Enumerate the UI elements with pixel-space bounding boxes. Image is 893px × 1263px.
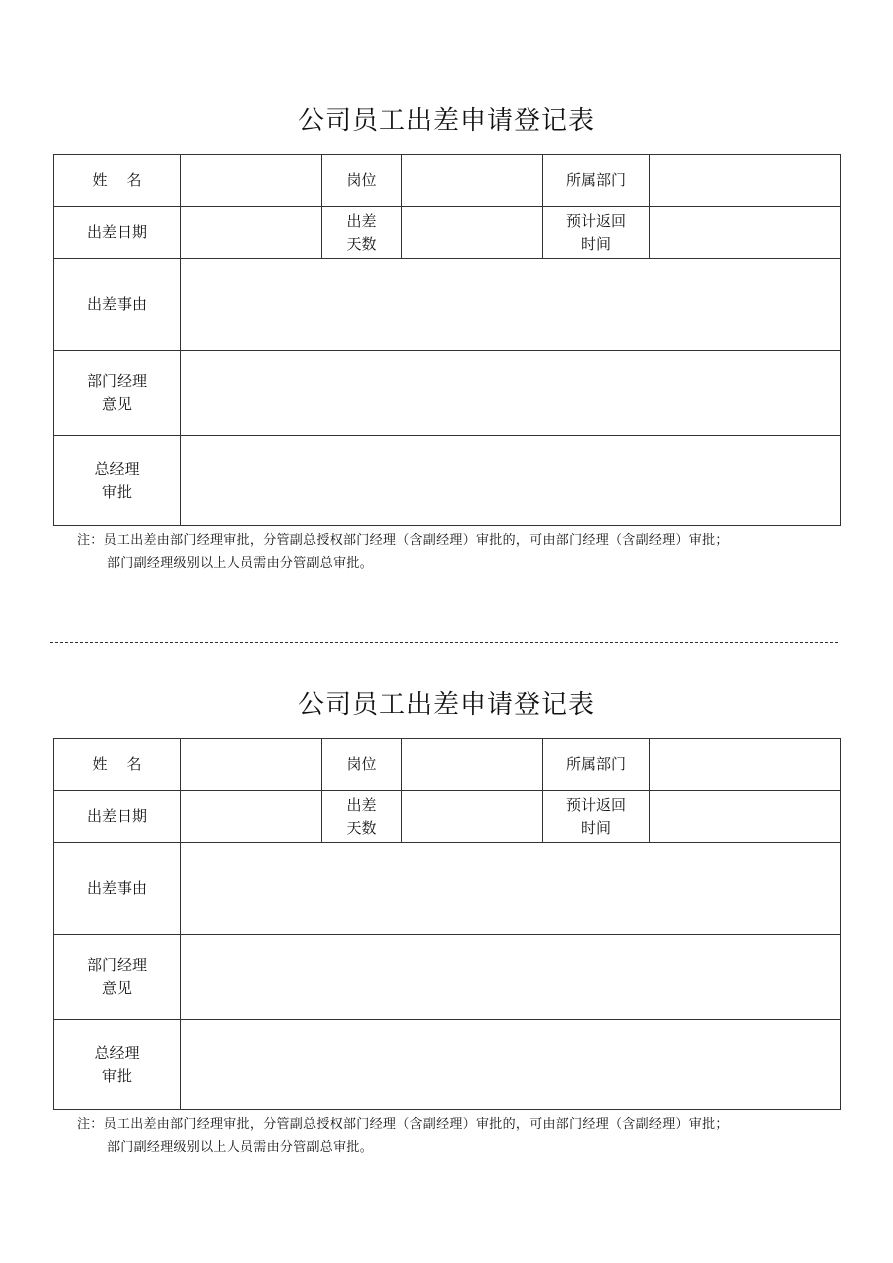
approval-note: 注：员工出差由部门经理审批，分管副总授权部门经理（含副经理）审批的，可由部门经理（含副经理）审批； 部门副经理级别以上人员需由分管副总审批。: [77, 533, 729, 571]
application-table: [53, 738, 841, 1110]
table-row: [54, 351, 841, 436]
department-label: 所属部门: [543, 155, 650, 207]
trip-reason-field[interactable]: [181, 843, 841, 935]
trip-reason-label: 出差事由: [54, 259, 181, 351]
manager-opinion-field[interactable]: [181, 935, 841, 1020]
department-label: 所属部门: [543, 739, 650, 791]
form-title: 公司员工出差申请登记表: [297, 690, 595, 720]
manager-opinion-label: 部门经理 意见: [54, 935, 181, 1020]
trip-days-field[interactable]: [402, 207, 543, 259]
trip-date-label: 出差日期: [54, 791, 181, 843]
table-row: [54, 259, 841, 351]
manager-opinion-field[interactable]: [181, 351, 841, 436]
name-label: 姓 名: [54, 155, 181, 207]
position-label: 岗位: [322, 155, 402, 207]
position-field[interactable]: [402, 155, 543, 207]
return-time-label: 预计返回 时间: [543, 207, 650, 259]
trip-date-field[interactable]: [181, 207, 322, 259]
return-time-label: 预计返回 时间: [543, 791, 650, 843]
trip-days-label: 出差 天数: [322, 207, 402, 259]
return-time-field[interactable]: [650, 207, 841, 259]
manager-opinion-label: 部门经理 意见: [54, 351, 181, 436]
approval-note: 注：员工出差由部门经理审批，分管副总授权部门经理（含副经理）审批的，可由部门经理（含副经理）审批； 部门副经理级别以上人员需由分管副总审批。: [77, 1117, 729, 1155]
table-row: [54, 843, 841, 935]
application-table: [53, 154, 841, 526]
trip-days-field[interactable]: [402, 791, 543, 843]
name-label: 姓 名: [54, 739, 181, 791]
name-field[interactable]: [181, 155, 322, 207]
trip-days-label: 出差 天数: [322, 791, 402, 843]
table-row: [54, 739, 841, 791]
gm-approval-label: 总经理 审批: [54, 1020, 181, 1110]
position-label: 岗位: [322, 739, 402, 791]
return-time-field[interactable]: [650, 791, 841, 843]
trip-date-label: 出差日期: [54, 207, 181, 259]
gm-approval-field[interactable]: [181, 1020, 841, 1110]
department-field[interactable]: [650, 739, 841, 791]
position-field[interactable]: [402, 739, 543, 791]
gm-approval-field[interactable]: [181, 436, 841, 526]
name-field[interactable]: [181, 739, 322, 791]
trip-reason-label: 出差事由: [54, 843, 181, 935]
table-row: [54, 436, 841, 526]
table-row: [54, 935, 841, 1020]
trip-date-field[interactable]: [181, 791, 322, 843]
table-row: [54, 155, 841, 207]
department-field[interactable]: [650, 155, 841, 207]
table-row: [54, 791, 841, 843]
table-row: [54, 207, 841, 259]
form-title: 公司员工出差申请登记表: [297, 106, 595, 136]
gm-approval-label: 总经理 审批: [54, 436, 181, 526]
table-row: [54, 1020, 841, 1110]
trip-reason-field[interactable]: [181, 259, 841, 351]
cut-line-divider: [50, 642, 838, 643]
